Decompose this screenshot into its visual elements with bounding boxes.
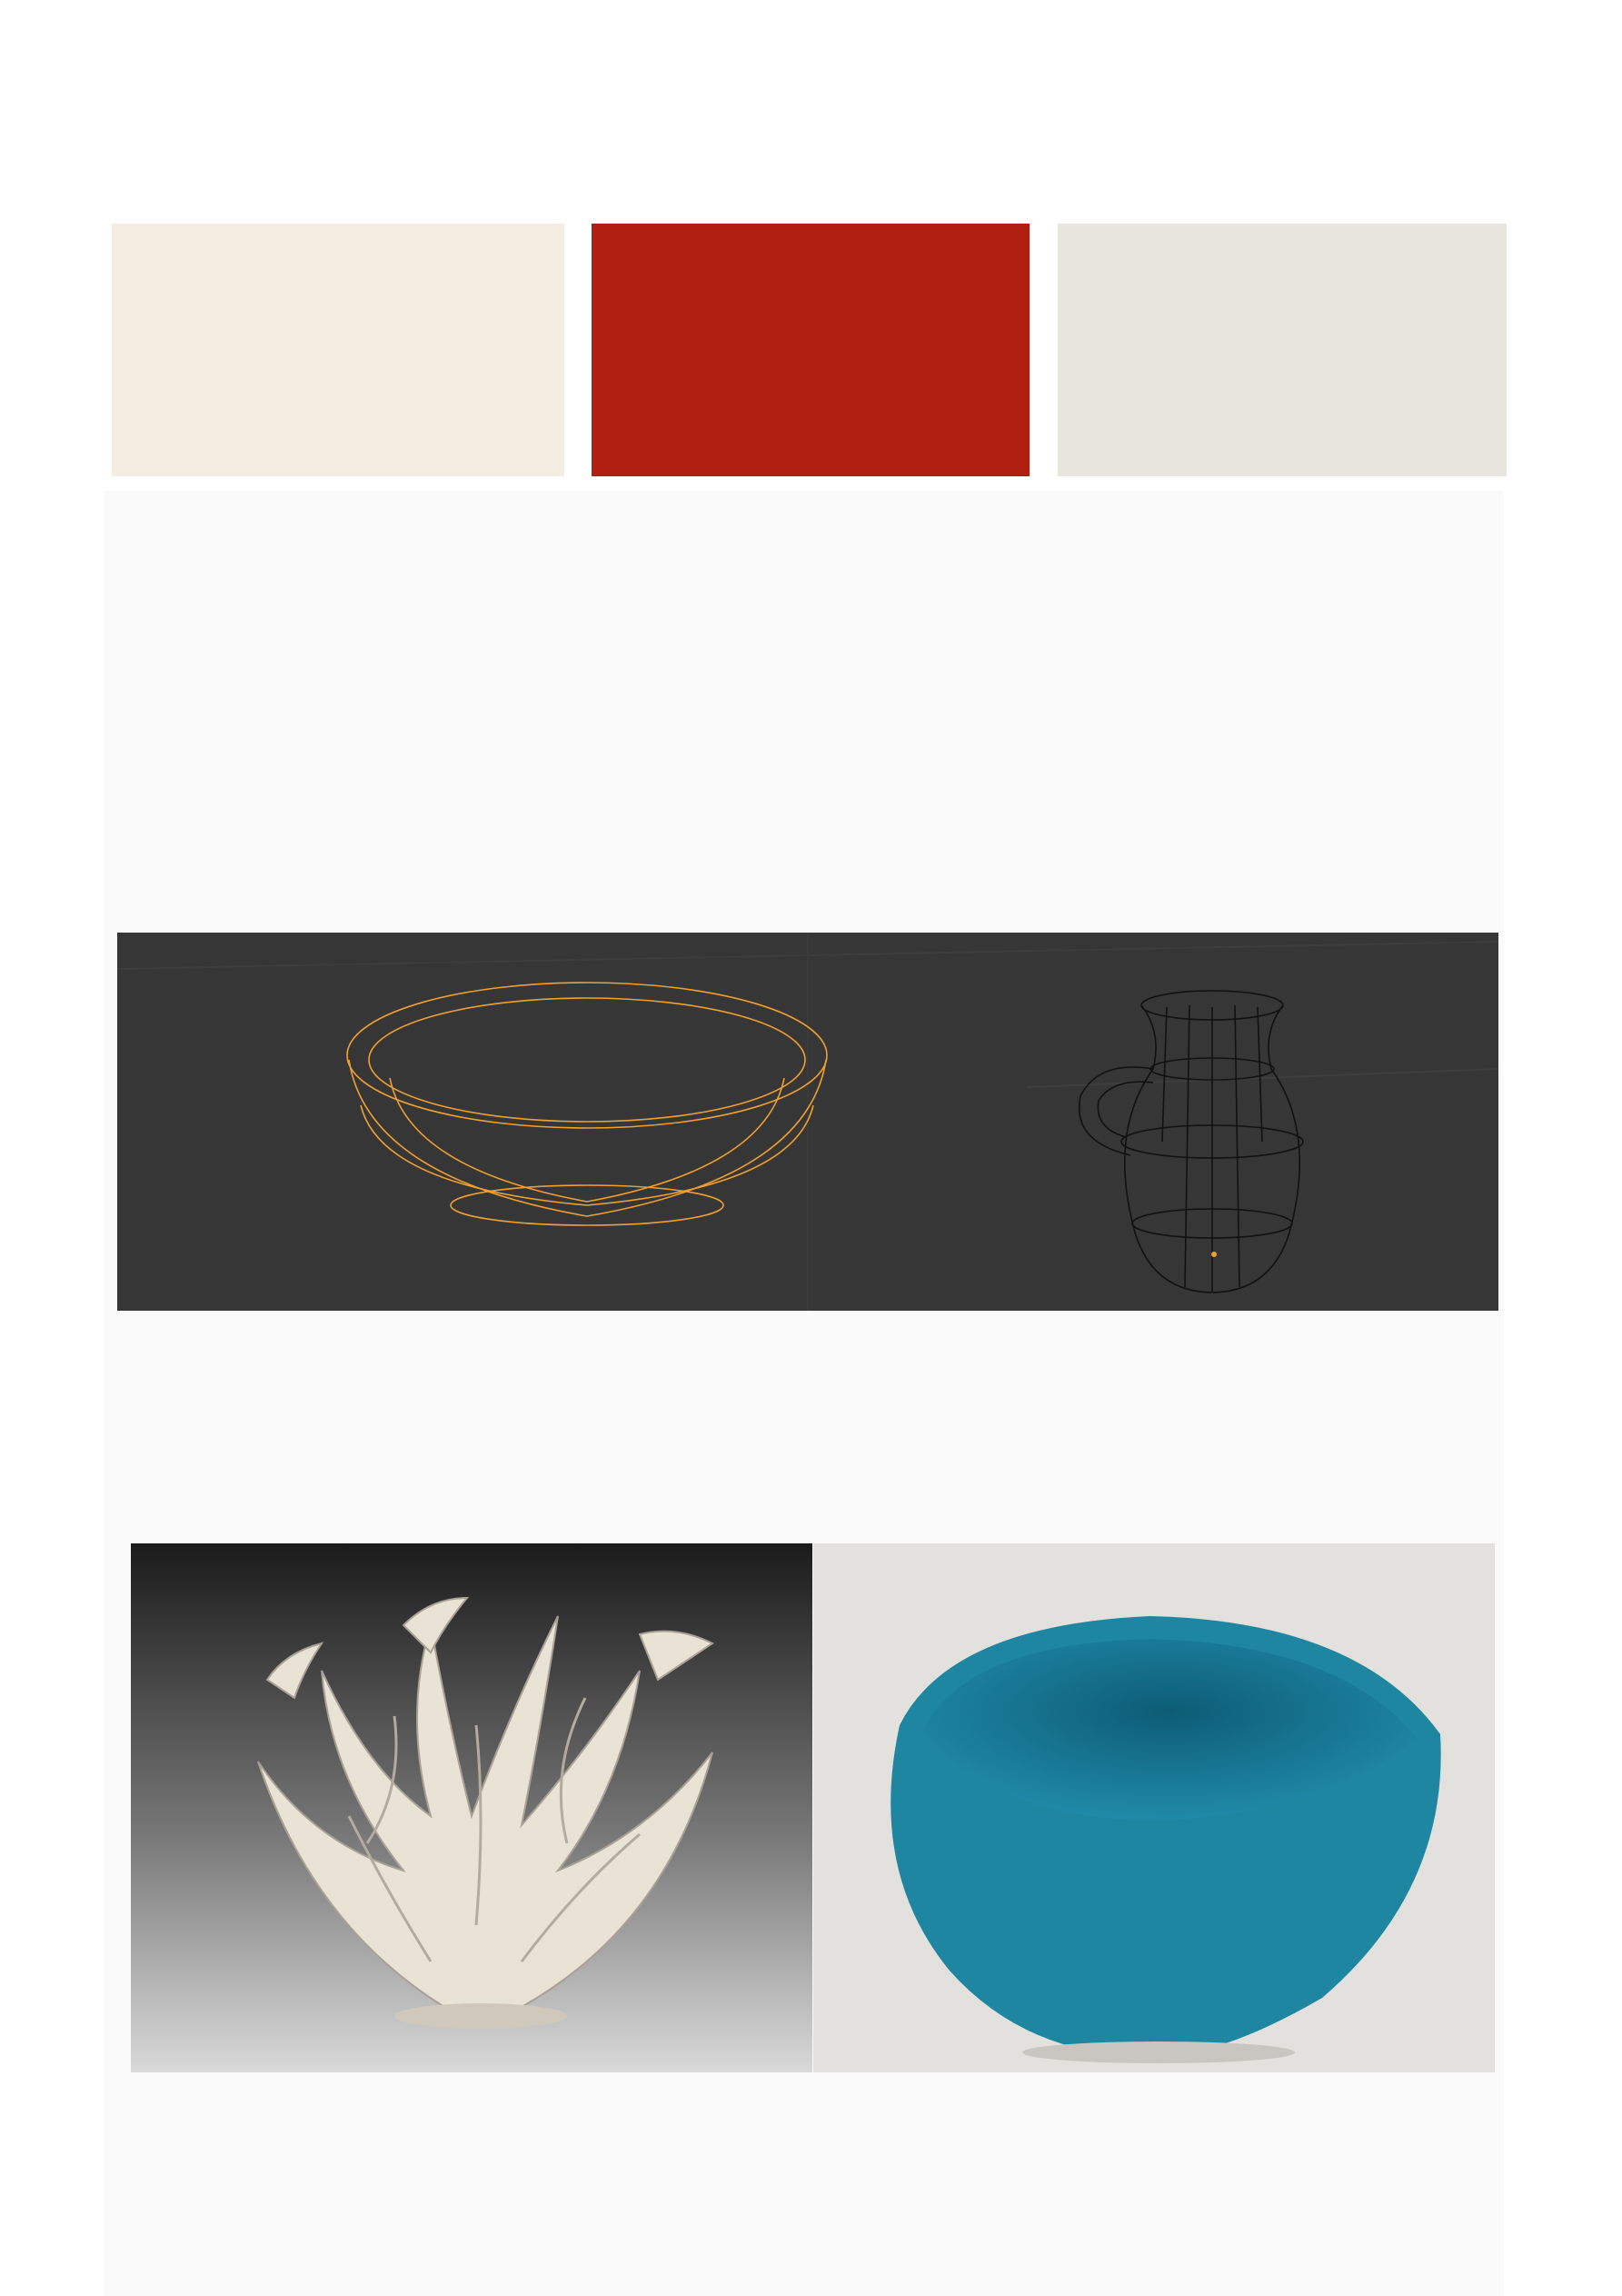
- blue-ceramic-photo: [813, 1543, 1495, 2072]
- white-ceramic-photo: [131, 1543, 812, 2072]
- wireframe-render-image: [117, 933, 1498, 1311]
- pattern-drops-image: [112, 224, 564, 476]
- pattern-stones-image: [1058, 224, 1507, 476]
- pattern-scallop-image: [592, 224, 1030, 476]
